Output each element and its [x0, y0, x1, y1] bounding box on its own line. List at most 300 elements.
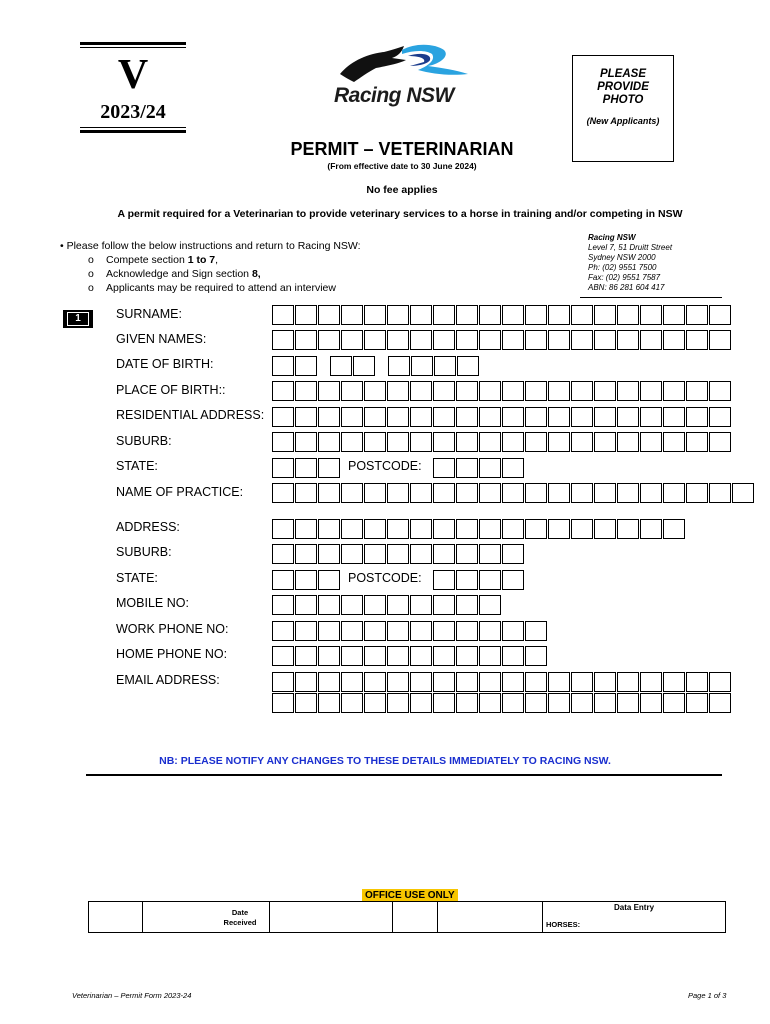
char-box[interactable]: [341, 646, 363, 666]
char-box[interactable]: [548, 519, 570, 539]
char-box[interactable]: [318, 544, 340, 564]
char-box[interactable]: [594, 407, 616, 427]
char-box[interactable]: [410, 483, 432, 503]
char-box[interactable]: [387, 432, 409, 452]
char-box[interactable]: [318, 621, 340, 641]
char-box[interactable]: [456, 595, 478, 615]
horse-head-icon: [332, 44, 472, 88]
email-input-row1[interactable]: [272, 672, 732, 692]
char-box[interactable]: [525, 483, 547, 503]
office-use-header: OFFICE USE ONLY: [362, 889, 458, 902]
char-box[interactable]: [364, 621, 386, 641]
char-box[interactable]: [525, 407, 547, 427]
char-box[interactable]: [364, 672, 386, 692]
char-box[interactable]: [410, 646, 432, 666]
char-box[interactable]: [272, 458, 294, 478]
char-box[interactable]: [686, 672, 708, 692]
char-box[interactable]: [433, 458, 455, 478]
char-box[interactable]: [364, 544, 386, 564]
char-box[interactable]: [295, 570, 317, 590]
suburb-input[interactable]: [272, 432, 732, 452]
char-box[interactable]: [479, 305, 501, 325]
char-box[interactable]: [594, 330, 616, 350]
char-box[interactable]: [318, 407, 340, 427]
char-box[interactable]: [456, 646, 478, 666]
char-box[interactable]: [617, 305, 639, 325]
char-box[interactable]: [548, 305, 570, 325]
instruction-item: o Acknowledge and Sign section 8,: [88, 268, 261, 280]
char-box[interactable]: [663, 407, 685, 427]
char-box[interactable]: [410, 519, 432, 539]
char-box[interactable]: [525, 305, 547, 325]
char-box[interactable]: [456, 432, 478, 452]
char-box[interactable]: [433, 519, 455, 539]
notice-rule: [86, 774, 722, 776]
char-box[interactable]: [502, 519, 524, 539]
char-box[interactable]: [341, 544, 363, 564]
residential-address-input[interactable]: [272, 407, 732, 427]
char-box[interactable]: [640, 672, 662, 692]
practice-address-label: ADDRESS:: [116, 520, 180, 534]
char-box[interactable]: [272, 356, 294, 376]
char-box[interactable]: [548, 407, 570, 427]
char-box[interactable]: [295, 483, 317, 503]
char-box[interactable]: [318, 519, 340, 539]
char-box[interactable]: [410, 330, 432, 350]
home-phone-input[interactable]: [272, 646, 548, 666]
char-box[interactable]: [318, 432, 340, 452]
practice-name-input[interactable]: [272, 483, 755, 503]
char-box[interactable]: [410, 693, 432, 713]
char-box[interactable]: [433, 693, 455, 713]
char-box[interactable]: [571, 672, 593, 692]
char-box[interactable]: [272, 305, 294, 325]
char-box[interactable]: [341, 621, 363, 641]
char-box[interactable]: [364, 693, 386, 713]
char-box[interactable]: [686, 693, 708, 713]
char-box[interactable]: [617, 407, 639, 427]
char-box[interactable]: [686, 381, 708, 401]
char-box[interactable]: [330, 356, 352, 376]
char-box[interactable]: [433, 483, 455, 503]
char-box[interactable]: [410, 595, 432, 615]
char-box[interactable]: [341, 672, 363, 692]
char-box[interactable]: [663, 305, 685, 325]
char-box[interactable]: [479, 693, 501, 713]
char-box[interactable]: [479, 483, 501, 503]
char-box[interactable]: [525, 646, 547, 666]
char-box[interactable]: [640, 693, 662, 713]
char-box[interactable]: [548, 432, 570, 452]
char-box[interactable]: [341, 693, 363, 713]
char-box[interactable]: [387, 330, 409, 350]
char-box[interactable]: [525, 381, 547, 401]
char-box[interactable]: [502, 693, 524, 713]
char-box[interactable]: [502, 544, 524, 564]
char-box[interactable]: [663, 381, 685, 401]
char-box[interactable]: [318, 330, 340, 350]
char-box[interactable]: [272, 544, 294, 564]
char-box[interactable]: [548, 693, 570, 713]
char-box[interactable]: [456, 519, 478, 539]
char-box[interactable]: [456, 483, 478, 503]
char-box[interactable]: [433, 621, 455, 641]
char-box[interactable]: [479, 407, 501, 427]
char-box[interactable]: [295, 672, 317, 692]
char-box[interactable]: [433, 570, 455, 590]
char-box[interactable]: [663, 519, 685, 539]
dob-day-input[interactable]: [272, 356, 318, 376]
char-box[interactable]: [617, 381, 639, 401]
char-box[interactable]: [272, 330, 294, 350]
char-box[interactable]: [272, 646, 294, 666]
char-box[interactable]: [709, 432, 731, 452]
char-box[interactable]: [341, 381, 363, 401]
char-box[interactable]: [295, 595, 317, 615]
char-box[interactable]: [272, 693, 294, 713]
char-box[interactable]: [433, 544, 455, 564]
char-box[interactable]: [341, 407, 363, 427]
char-box[interactable]: [594, 693, 616, 713]
char-box[interactable]: [433, 646, 455, 666]
section-number-badge: 1: [63, 310, 93, 328]
char-box[interactable]: [502, 381, 524, 401]
char-box[interactable]: [709, 381, 731, 401]
char-box[interactable]: [410, 432, 432, 452]
char-box[interactable]: [410, 381, 432, 401]
char-box[interactable]: [479, 330, 501, 350]
char-box[interactable]: [341, 519, 363, 539]
char-box[interactable]: [318, 483, 340, 503]
char-box[interactable]: [456, 693, 478, 713]
char-box[interactable]: [548, 483, 570, 503]
char-box[interactable]: [502, 305, 524, 325]
char-box[interactable]: [479, 570, 501, 590]
email-input-row2[interactable]: [272, 693, 732, 713]
char-box[interactable]: [364, 483, 386, 503]
char-box[interactable]: [548, 381, 570, 401]
char-box[interactable]: [410, 621, 432, 641]
surname-input[interactable]: [272, 305, 732, 325]
char-box[interactable]: [502, 646, 524, 666]
char-box[interactable]: [387, 646, 409, 666]
char-box[interactable]: [456, 381, 478, 401]
header-rule-bottom-thin: [80, 127, 186, 128]
char-box[interactable]: [640, 483, 662, 503]
char-box[interactable]: [617, 693, 639, 713]
char-box[interactable]: [456, 407, 478, 427]
char-box[interactable]: [709, 672, 731, 692]
char-box[interactable]: [571, 432, 593, 452]
char-box[interactable]: [364, 646, 386, 666]
char-box[interactable]: [571, 483, 593, 503]
contact-rule: [580, 297, 722, 298]
char-box[interactable]: [433, 595, 455, 615]
char-box[interactable]: [295, 407, 317, 427]
char-box[interactable]: [663, 330, 685, 350]
practice-state-input[interactable]: [272, 570, 341, 590]
char-box[interactable]: [479, 621, 501, 641]
footer-page-number: Page 1 of 3: [688, 991, 727, 1000]
instruction-item: o Compete section 1 to 7,: [88, 254, 219, 266]
char-box[interactable]: [571, 330, 593, 350]
char-box[interactable]: [341, 432, 363, 452]
char-box[interactable]: [663, 483, 685, 503]
practice-name-label: NAME OF PRACTICE:: [116, 485, 244, 499]
contact-line2: Sydney NSW 2000: [588, 253, 656, 262]
char-box[interactable]: [295, 305, 317, 325]
char-box[interactable]: [594, 519, 616, 539]
char-box[interactable]: [341, 330, 363, 350]
char-box[interactable]: [341, 595, 363, 615]
practice-suburb-input[interactable]: [272, 544, 525, 564]
char-box[interactable]: [295, 458, 317, 478]
postcode-input[interactable]: [433, 458, 525, 478]
char-box[interactable]: [341, 483, 363, 503]
char-box[interactable]: [525, 693, 547, 713]
char-box[interactable]: [709, 483, 731, 503]
given-names-input[interactable]: [272, 330, 732, 350]
place-of-birth-input[interactable]: [272, 381, 732, 401]
char-box[interactable]: [594, 483, 616, 503]
char-box[interactable]: [640, 519, 662, 539]
contact-block: [588, 233, 672, 293]
given-names-label: GIVEN NAMES:: [116, 332, 207, 346]
char-box[interactable]: [295, 356, 317, 376]
char-box[interactable]: [640, 407, 662, 427]
char-box[interactable]: [571, 381, 593, 401]
state-label: STATE:: [116, 459, 158, 473]
circle-bullet-icon: o: [88, 254, 94, 266]
suburb-label: SUBURB:: [116, 434, 172, 448]
mobile-label: MOBILE NO:: [116, 596, 189, 610]
circle-bullet-icon: o: [88, 282, 94, 294]
char-box[interactable]: [318, 646, 340, 666]
char-box[interactable]: [411, 356, 433, 376]
char-box[interactable]: [617, 519, 639, 539]
char-box[interactable]: [272, 570, 294, 590]
char-box[interactable]: [272, 381, 294, 401]
char-box[interactable]: [456, 458, 478, 478]
form-description: A permit required for a Veterinarian to provide veterinary services to a horse in training and/or competing in NSW: [117, 208, 683, 220]
char-box[interactable]: [295, 432, 317, 452]
char-box[interactable]: [663, 672, 685, 692]
dob-year-input[interactable]: [388, 356, 480, 376]
char-box[interactable]: [364, 381, 386, 401]
char-box[interactable]: [732, 483, 754, 503]
char-box[interactable]: [387, 595, 409, 615]
char-box[interactable]: [640, 330, 662, 350]
char-box[interactable]: [640, 432, 662, 452]
header-rule-top: [80, 42, 186, 45]
char-box[interactable]: [479, 381, 501, 401]
practice-postcode-input[interactable]: [433, 570, 525, 590]
char-box[interactable]: [479, 672, 501, 692]
date-received-label: Date Received: [223, 908, 257, 927]
char-box[interactable]: [433, 330, 455, 350]
char-box[interactable]: [571, 305, 593, 325]
char-box[interactable]: [502, 458, 524, 478]
char-box[interactable]: [295, 646, 317, 666]
char-box[interactable]: [502, 330, 524, 350]
char-box[interactable]: [272, 483, 294, 503]
char-box[interactable]: [318, 381, 340, 401]
char-box[interactable]: [525, 519, 547, 539]
char-box[interactable]: [456, 305, 478, 325]
photo-box-note: (New Applicants): [586, 116, 660, 126]
char-box[interactable]: [318, 458, 340, 478]
char-box[interactable]: [295, 519, 317, 539]
char-box[interactable]: [456, 570, 478, 590]
char-box[interactable]: [456, 544, 478, 564]
form-title: PERMIT – VETERINARIAN: [290, 139, 514, 159]
char-box[interactable]: [318, 305, 340, 325]
char-box[interactable]: [525, 672, 547, 692]
char-box[interactable]: [686, 407, 708, 427]
char-box[interactable]: [433, 432, 455, 452]
char-box[interactable]: [272, 432, 294, 452]
char-box[interactable]: [502, 570, 524, 590]
data-entry-label: Data Entry: [614, 903, 655, 912]
char-box[interactable]: [479, 544, 501, 564]
char-box[interactable]: [571, 407, 593, 427]
horses-label: HORSES:: [546, 920, 581, 929]
char-box[interactable]: [479, 432, 501, 452]
char-box[interactable]: [686, 483, 708, 503]
char-box[interactable]: [502, 483, 524, 503]
char-box[interactable]: [410, 305, 432, 325]
contact-fax: Fax: (02) 9551 7587: [588, 273, 661, 282]
char-box[interactable]: [479, 458, 501, 478]
char-box[interactable]: [479, 595, 501, 615]
char-box[interactable]: [387, 305, 409, 325]
char-box[interactable]: [594, 381, 616, 401]
char-box[interactable]: [295, 544, 317, 564]
char-box[interactable]: [502, 621, 524, 641]
char-box[interactable]: [457, 356, 479, 376]
char-box[interactable]: [318, 595, 340, 615]
char-box[interactable]: [364, 432, 386, 452]
char-box[interactable]: [525, 330, 547, 350]
office-col-divider: [142, 902, 143, 932]
char-box[interactable]: [387, 621, 409, 641]
char-box[interactable]: [502, 432, 524, 452]
char-box[interactable]: [364, 330, 386, 350]
char-box[interactable]: [456, 672, 478, 692]
char-box[interactable]: [617, 330, 639, 350]
char-box[interactable]: [272, 672, 294, 692]
char-box[interactable]: [295, 381, 317, 401]
char-box[interactable]: [433, 672, 455, 692]
char-box[interactable]: [410, 544, 432, 564]
char-box[interactable]: [686, 330, 708, 350]
char-box[interactable]: [640, 305, 662, 325]
char-box[interactable]: [709, 407, 731, 427]
work-phone-input[interactable]: [272, 621, 548, 641]
char-box[interactable]: [617, 483, 639, 503]
char-box[interactable]: [387, 483, 409, 503]
char-box[interactable]: [479, 519, 501, 539]
mobile-input[interactable]: [272, 595, 502, 615]
char-box[interactable]: [479, 646, 501, 666]
char-box[interactable]: [663, 693, 685, 713]
char-box[interactable]: [433, 407, 455, 427]
char-box[interactable]: [502, 407, 524, 427]
practice-suburb-label: SUBURB:: [116, 545, 172, 559]
char-box[interactable]: [318, 570, 340, 590]
char-box[interactable]: [387, 672, 409, 692]
char-box[interactable]: [272, 595, 294, 615]
instructions-intro: • Please follow the below instructions and return to Racing NSW:: [60, 240, 361, 252]
char-box[interactable]: [433, 381, 455, 401]
char-box[interactable]: [318, 693, 340, 713]
char-box[interactable]: [617, 672, 639, 692]
char-box[interactable]: [594, 432, 616, 452]
dob-month-input[interactable]: [330, 356, 376, 376]
char-box[interactable]: [640, 381, 662, 401]
char-box[interactable]: [525, 621, 547, 641]
char-box[interactable]: [295, 621, 317, 641]
char-box[interactable]: [318, 672, 340, 692]
char-box[interactable]: [272, 519, 294, 539]
char-box[interactable]: [353, 356, 375, 376]
char-box[interactable]: [548, 672, 570, 692]
char-box[interactable]: [295, 693, 317, 713]
contact-org: Racing NSW: [588, 233, 636, 242]
char-box[interactable]: [456, 330, 478, 350]
char-box[interactable]: [272, 621, 294, 641]
char-box[interactable]: [548, 330, 570, 350]
char-box[interactable]: [388, 356, 410, 376]
char-box[interactable]: [295, 330, 317, 350]
char-box[interactable]: [571, 519, 593, 539]
char-box[interactable]: [410, 672, 432, 692]
char-box[interactable]: [387, 407, 409, 427]
practice-address-input[interactable]: [272, 519, 686, 539]
char-box[interactable]: [387, 519, 409, 539]
char-box[interactable]: [686, 432, 708, 452]
char-box[interactable]: [410, 407, 432, 427]
char-box[interactable]: [686, 305, 708, 325]
fee-note: No fee applies: [366, 184, 438, 196]
char-box[interactable]: [364, 519, 386, 539]
char-box[interactable]: [709, 693, 731, 713]
char-box[interactable]: [594, 672, 616, 692]
char-box[interactable]: [387, 544, 409, 564]
char-box[interactable]: [387, 381, 409, 401]
char-box[interactable]: [434, 356, 456, 376]
home-phone-label: HOME PHONE NO:: [116, 647, 228, 661]
char-box[interactable]: [364, 595, 386, 615]
char-box[interactable]: [709, 305, 731, 325]
char-box[interactable]: [502, 672, 524, 692]
char-box[interactable]: [617, 432, 639, 452]
state-input[interactable]: [272, 458, 341, 478]
char-box[interactable]: [456, 621, 478, 641]
office-col-divider: [437, 902, 438, 932]
char-box[interactable]: [571, 693, 593, 713]
char-box[interactable]: [387, 693, 409, 713]
char-box[interactable]: [272, 407, 294, 427]
char-box[interactable]: [525, 432, 547, 452]
char-box[interactable]: [364, 407, 386, 427]
char-box[interactable]: [663, 432, 685, 452]
char-box[interactable]: [709, 330, 731, 350]
char-box[interactable]: [433, 305, 455, 325]
char-box[interactable]: [594, 305, 616, 325]
char-box[interactable]: [341, 305, 363, 325]
char-box[interactable]: [364, 305, 386, 325]
